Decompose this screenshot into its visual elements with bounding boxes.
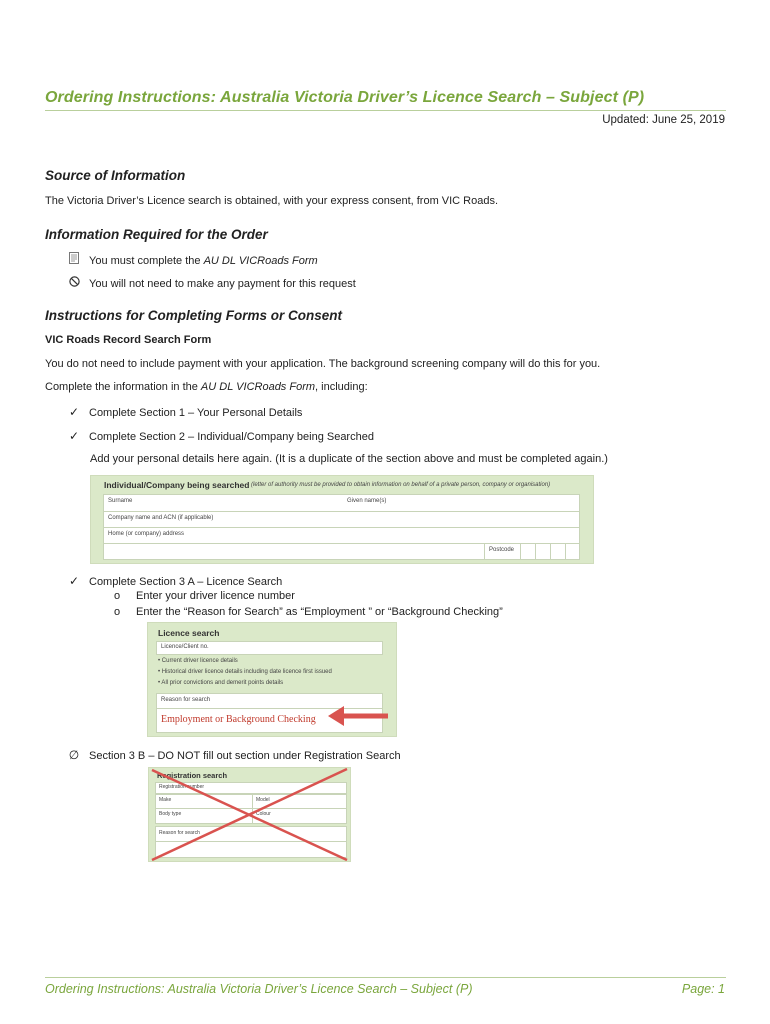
- step-3a-sub-2-text: Enter the “Reason for Search” as “Employment ” or “Background Checking”: [136, 606, 503, 618]
- required-item2-text: You will not need to make any payment for this request: [89, 278, 356, 290]
- red-cross-icon: [149, 768, 350, 861]
- step-3a-sub-2: [114, 606, 503, 618]
- page-title: Ordering Instructions: Australia Victoria Driver’s Licence Search – Subject (P): [45, 89, 645, 106]
- required-item-form: [67, 252, 318, 267]
- registration-search-form-image: [148, 767, 351, 862]
- required-item-payment: [67, 276, 356, 290]
- licence-search-form-image: [147, 622, 397, 737]
- updated-date: Updated: June 25, 2019: [602, 114, 725, 126]
- footer-title: Ordering Instructions: Australia Victoria Driver’s Licence Search – Subject (P): [45, 982, 473, 996]
- reg-reason-label: Reason for search: [159, 830, 200, 836]
- payment-note: You do not need to include payment with your application. The background screening company will do this for you.: [45, 358, 601, 370]
- required-item1-form: AU DL VICRoads Form: [203, 255, 318, 267]
- source-heading: Source of Information: [45, 168, 186, 183]
- individual-company-form-image: [90, 475, 594, 564]
- instructions-heading: Instructions for Completing Forms or Consent: [45, 308, 343, 323]
- registration-form-heading: Registration search: [157, 771, 228, 780]
- individual-form-heading: Individual/Company being searched: [104, 480, 250, 490]
- home-address-label: Home (or company) address: [108, 531, 185, 537]
- red-arrow-icon: [328, 705, 390, 727]
- step-2: [67, 429, 374, 443]
- postcode-label: Postcode: [489, 547, 515, 553]
- client-no-label: Licence/Client no.: [161, 644, 209, 650]
- circle-bullet-icon: o: [114, 606, 121, 618]
- step-1: [67, 405, 302, 419]
- empty-set-icon: ∅: [68, 748, 80, 762]
- form-subheading: VIC Roads Record Search Form: [45, 334, 212, 346]
- step-3b-text: Section 3 B – DO NOT fill out section under Registration Search: [89, 750, 401, 762]
- complete-info-line: [45, 381, 368, 393]
- make-label: Make: [159, 797, 172, 803]
- step-2-text: Complete Section 2 – Individual/Company being Searched: [89, 431, 374, 443]
- checkmark-icon: ✓: [68, 574, 80, 588]
- reason-label: Reason for search: [161, 697, 211, 703]
- body-type-label: Body type: [159, 811, 182, 817]
- licence-form-heading: Licence search: [158, 628, 220, 638]
- required-heading: Information Required for the Order: [45, 227, 268, 242]
- checkmark-icon: ✓: [68, 405, 80, 419]
- document-icon: [67, 252, 81, 267]
- step-3a-sub-1-text: Enter your driver licence number: [136, 590, 295, 602]
- checkmark-icon: ✓: [68, 429, 80, 443]
- page-number: Page: 1: [681, 982, 725, 996]
- step-1-text: Complete Section 1 – Your Personal Details: [89, 407, 303, 419]
- licence-bullet-3: • All prior convictions and demerit points details: [158, 680, 284, 686]
- model-label: Model: [256, 797, 270, 803]
- reg-number-label: Registration number: [159, 784, 205, 790]
- footer-divider: [45, 977, 726, 978]
- step-3b: [67, 748, 401, 762]
- step-3a-sub-1: [114, 590, 295, 602]
- source-text: The Victoria Driver’s Licence search is obtained, with your express consent, from VIC Roads.: [45, 195, 499, 207]
- prohibited-icon: [67, 276, 81, 290]
- individual-form-note: (letter of authority must be provided to obtain information on behalf of a private person, company or organisation): [251, 482, 551, 488]
- company-label: Company name and ACN (if applicable): [108, 515, 214, 521]
- complete-form-name: AU DL VICRoads Form: [200, 381, 316, 393]
- licence-bullet-1: • Current driver licence details: [158, 658, 238, 664]
- step-3a: [67, 574, 282, 588]
- required-item1-prefix: You must complete the: [89, 255, 204, 267]
- title-divider: [45, 110, 726, 111]
- complete-suffix: , including:: [315, 381, 368, 393]
- given-name-label: Given name(s): [347, 498, 387, 504]
- colour-label: Colour: [256, 811, 271, 817]
- circle-bullet-icon: o: [114, 590, 121, 602]
- complete-prefix: Complete the information in the: [45, 381, 201, 393]
- surname-label: Surname: [108, 498, 133, 504]
- step-2-note: Add your personal details here again. (It is a duplicate of the section above and must be completed again.): [90, 453, 608, 465]
- step-3a-text: Complete Section 3 A – Licence Search: [89, 576, 283, 588]
- licence-bullet-2: • Historical driver licence details including date licence first issued: [158, 669, 332, 675]
- handwritten-reason: Employment or Background Checking: [161, 714, 316, 725]
